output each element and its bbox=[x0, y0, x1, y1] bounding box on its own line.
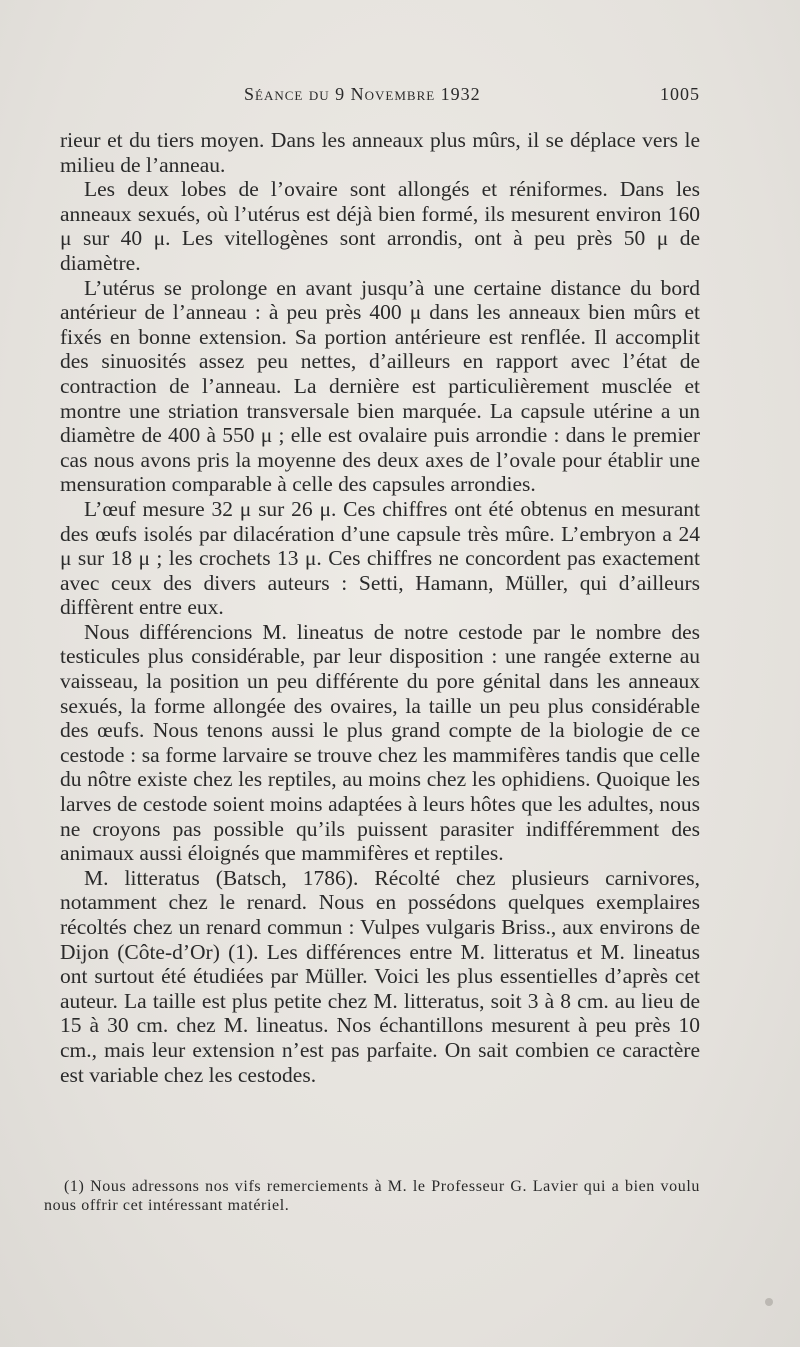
page-number: 1005 bbox=[660, 84, 700, 104]
paragraph: L’utérus se prolonge en avant jusqu’à une certaine distance du bord antérieur de l’anneau : à peu près 400 μ dans les anneaux bien mûrs et fixés en bonne extension. Sa portion antérieure est renflée. Il accomplit des sinuosités assez peu nettes, d’ailleurs en rapport avec l’état de contraction de l’anneau. La dernière est particulièrement musclée et montre une striation transversale bien marquée. La capsule utérine a un diamètre de 400 à 550 μ ; elle est ovalaire puis arrondie : dans le premier cas nous avons pris la moyenne des deux axes de l’ovale pour établir une mensuration comparable à celle des capsules arrondies. bbox=[60, 275, 700, 497]
running-head-title: Séance du 9 Novembre 1932 bbox=[244, 84, 481, 104]
footnote-text: (1) Nous adressons nos vifs remerciements à M. le Professeur G. Lavier qui a bien voulu nous offrir cet intéressant matériel. bbox=[44, 1178, 700, 1214]
paragraph: L’œuf mesure 32 μ sur 26 μ. Ces chiffres ont été obtenus en mesurant des œufs isolés par dilacération d’une capsule très mûre. L’embryon a 24 μ sur 18 μ ; les crochets 13 μ. Ces chiffres ne concordent pas exactement avec ceux des divers auteurs : Setti, Hamann, Müller, qui d’ailleurs diffèrent entre eux. bbox=[60, 496, 700, 620]
footnote bbox=[44, 1177, 700, 1215]
paragraph: Nous différencions M. lineatus de notre cestode par le nombre des testicules plus considérable, par leur disposition : une rangée externe au vaisseau, la position un peu différente du pore génital dans les anneaux sexués, la forme allongée des ovaires, la taille un peu plus considérable des œufs. Nous tenons aussi le plus grand compte de la biologie de ce cestode : sa forme larvaire se trouve chez les mammifères tandis que celle du nôtre existe chez les reptiles, au moins chez les ophidiens. Quoique les larves de cestode soient moins adaptées à leurs hôtes que les adultes, nous ne croyons pas possible qu’ils puissent parasiter indifféremment des animaux aussi éloignés que mammifères et reptiles. bbox=[60, 619, 700, 866]
body-text bbox=[60, 128, 700, 1087]
paragraph: rieur et du tiers moyen. Dans les anneaux plus mûrs, il se déplace vers le milieu de l’anneau. bbox=[60, 128, 700, 177]
paragraph: M. litteratus (Batsch, 1786). Récolté chez plusieurs carnivores, notamment chez le renard. Nous en possédons quelques exemplaires récoltés chez un renard commun : Vulpes vulgaris Briss., aux environs de Dijon (Côte-d’Or) (1). Les différences entre M. litteratus et M. lineatus ont surtout été étudiées par Müller. Voici les plus essentielles d’après cet auteur. La taille est plus petite chez M. litteratus, soit 3 à 8 cm. au lieu de 15 à 30 cm. chez M. lineatus. Nos échantillons mesurent à peu près 10 cm., mais leur extension n’est pas parfaite. On sait combien ce caractère est variable chez les cestodes. bbox=[60, 865, 700, 1087]
paragraph: Les deux lobes de l’ovaire sont allongés et réniformes. Dans les anneaux sexués, où l’utérus est déjà bien formé, ils mesurent environ 160 μ sur 40 μ. Les vitellogènes sont arrondis, ont à peu près 50 μ de diamètre. bbox=[60, 177, 700, 275]
running-head bbox=[0, 84, 800, 110]
paper-speck bbox=[765, 1298, 773, 1306]
